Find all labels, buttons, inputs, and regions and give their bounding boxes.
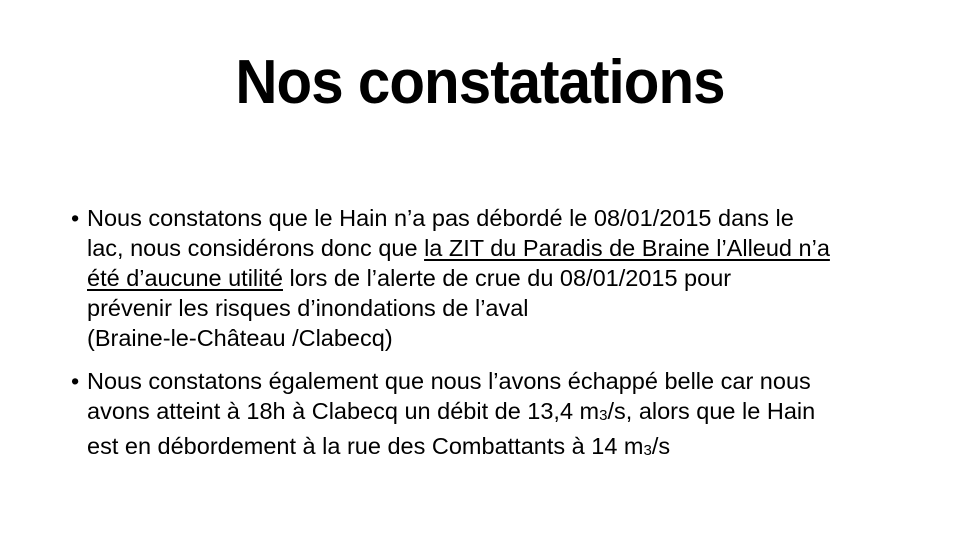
- subscript-text: 3: [643, 442, 652, 459]
- bullet-text: [87, 203, 924, 353]
- text-segment: prévenir les risques d’inondations de l’aval: [87, 295, 529, 321]
- text-segment: avons atteint à 18h à Clabecq un débit de 13,4 m: [87, 398, 600, 424]
- text-line: [87, 233, 924, 263]
- text-segment: /s: [651, 433, 671, 459]
- bullet-marker: •: [71, 205, 80, 231]
- underlined-text: été d’aucune utilité: [87, 265, 283, 291]
- bullet-marker: •: [71, 368, 80, 394]
- text-segment: Nous constatons que le Hain n’a pas débordé le 08/01/2015 dans le: [87, 205, 794, 231]
- text-line: [87, 323, 924, 353]
- text-line: [87, 396, 924, 431]
- bullet-text: [87, 366, 924, 466]
- bullet-item: [71, 203, 924, 353]
- text-line: [87, 203, 924, 233]
- text-segment: Nous constatons également que nous l’avons échappé belle car nous: [87, 368, 811, 394]
- text-line: [87, 263, 924, 293]
- text-line: [87, 431, 924, 466]
- text-segment: /s, alors que le Hain: [607, 398, 816, 424]
- bullet-item: [71, 366, 924, 466]
- text-segment: lors de l’alerte de crue du 08/01/2015 pour: [282, 265, 732, 291]
- text-line: [87, 366, 924, 396]
- slide-body: [71, 203, 924, 479]
- subscript-text: 3: [599, 407, 608, 424]
- text-segment: (Braine-le-Château /Clabecq): [87, 325, 393, 351]
- text-segment: est en débordement à la rue des Combattants à 14 m: [87, 433, 644, 459]
- text-line: [87, 293, 924, 323]
- slide-title: Nos constatations: [235, 48, 725, 117]
- text-segment: lac, nous considérons donc que: [87, 235, 425, 261]
- underlined-text: la ZIT du Paradis de Braine l’Alleud n’a: [424, 235, 830, 261]
